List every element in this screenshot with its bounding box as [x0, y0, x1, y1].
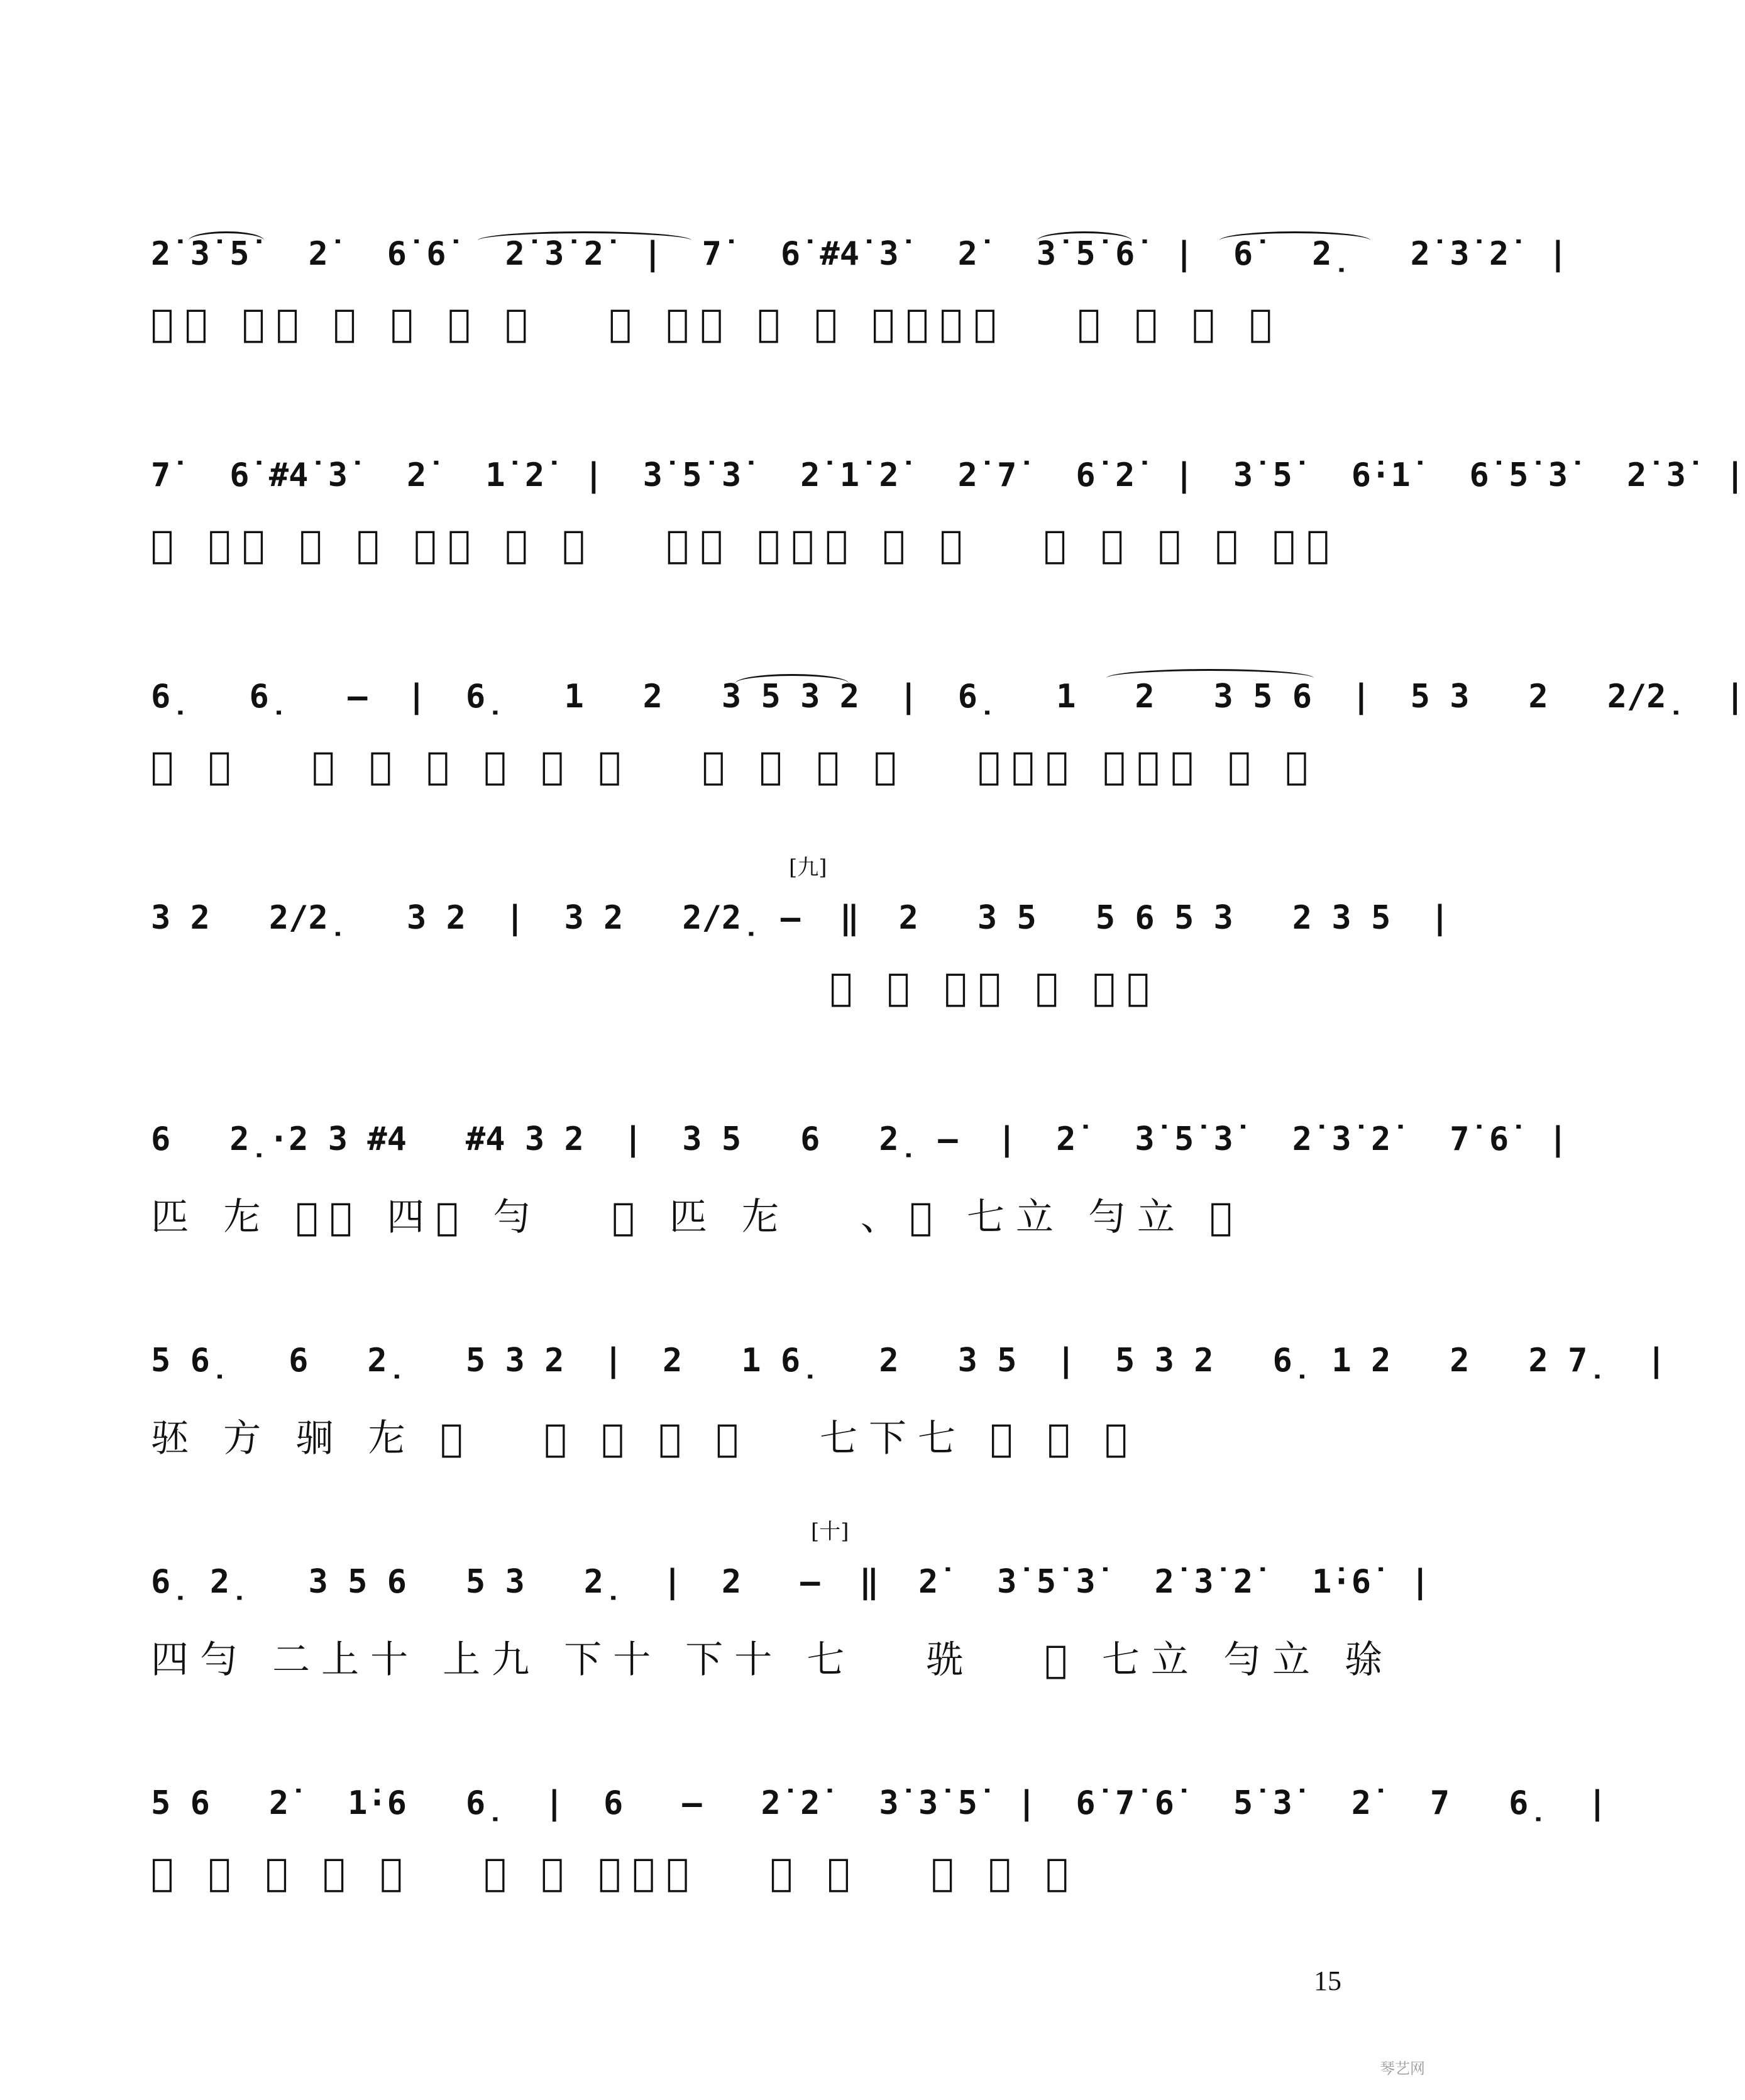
jianzipu-line-6: 𬳵 方 𬳶 㔫 𬳷 𬳸 𬳹 𬳸 𬳺 七下七 𬳻 𬳸 𬳼 [151, 1417, 1139, 1461]
jianpu-notes: 6̣ 2̣ 3 5 6 5 3 2̣ | 2 — ‖ 2̇ 3̇ 5̇ 3̇ 2̇ 3̇ 2̇ 1̇·6̇ | [151, 1563, 1430, 1601]
jianpu-notes: 6 2̣·2 3 #4 #4 3 2 | 3 5 6 2̣ — | 2̇ 3̇ 5̇ 3̇ 2̇ 3̇ 2̇ 7̇ 6̇ | [151, 1120, 1568, 1158]
jianzipu-line-8: 𬴀 𬳾 𬳿 𬳻 𬴁 𬴂 𬴃 上五六 𬴄 立 𬴅 勻 𬴆 [151, 1851, 1080, 1895]
jianpu-notes: 7̇ 6̇ #4̇ 3̇ 2̇ 1̇ 2̇ | 3̇ 5̇ 3̇ 2̇ 1̇ 2̇ 2̇ 7̇ 6̇ 2̇ | 3̇ 5̇ 6̇·1̇ 6̇ 5̇ 3̇ 2̇ 3̇ | [151, 456, 1745, 494]
jianpu-line-2 [151, 429, 1745, 504]
jianpu-notes: 3 2 2/2̣ 3 2 | 3 2 2/2̣ — ‖ 2 3 5 5 6 5 3 2 3 5 | [151, 899, 1450, 937]
jianzipu-line-5: 匹 㔫 𬳬𬳲 四𬳯 勻 𬳲 匹 㔫 、𬳳 七立 勻立 𬳴 [151, 1195, 1244, 1239]
jianpu-notes: 5 6̣ 6 2̣ 5 3 2 | 2 1 6̣ 2 3 5 | 5 3 2 6̣ 1 2 2 2 7̣ | [151, 1342, 1666, 1379]
jianpu-line-5 [151, 1093, 1568, 1168]
jianpu-line-4 [151, 871, 1450, 947]
page-number: 15 [1314, 1965, 1341, 1996]
section-mark: [十] [811, 1519, 849, 1544]
jianpu-notes: 6̣ 6̣ — | 6̣ 1 2 3 5 3 2 | 6̣ 1 2 3 5 6 | 5 3 2 2/2̣ | [151, 678, 1745, 716]
jianzipu-line-1: 𬢑匹 上四 甸 𬤊 𬩷 立 𰀄 六五 𰀅 甸 五上四上 匹 㔫 𬩷 立 [151, 302, 1284, 346]
jianpu-line-1 [151, 207, 1568, 283]
jianzipu-line-3: 𬳪 𬳫 𬳪 𬳬 𬳭 𬳮 弁 𬳯 𬳪 𬳬 𬳭 𬳰 下六四 下七三 𬳯 𬳱 [151, 744, 1319, 788]
jianzipu-line-4: 𬳬 𬳲 四立 𬳯 勻𬳲 [830, 966, 1161, 1010]
jianpu-line-7 [151, 1535, 1430, 1611]
section-mark: [九] [789, 855, 827, 880]
jianzipu-line-7: 四勻 二上十 上九 下十 下十 七 𬳽 𬳾 七立 勻立 𬳿 [151, 1638, 1394, 1682]
jianpu-line-8 [151, 1757, 1607, 1832]
jianpu-notes: 5 6 2̇ 1̇·6 6̣ | 6 — 2̇ 2̇ 3̇ 3̇ 5̇ | 6̇ 7̇ 6̇ 5̇ 3̇ 2̇ 7 6̣ | [151, 1784, 1607, 1822]
jianpu-line-6 [151, 1314, 1666, 1390]
jianzipu-line-2: 𰀄 六五 𰀅 甸 𬰿𬱀 𰀆 弁 甸𬱁 四下六 匹 㔫 𬱂 𬱃 𬱄 𬱅 勻𬱆 [151, 523, 1341, 567]
jianpu-line-3 [151, 650, 1745, 726]
watermark: 琴艺网 [1380, 2060, 1425, 2077]
jianpu-notes: 2̇ 3̇ 5̇ 2̇ 6̇ 6̇ 2̇ 3̇ 2̇ | 7̇ 6̇ #4̇ 3̇ 2̇ 3̇ 5̇ 6̇ | 6̇ 2̣ 2̇ 3̇ 2̇ | [151, 235, 1568, 273]
